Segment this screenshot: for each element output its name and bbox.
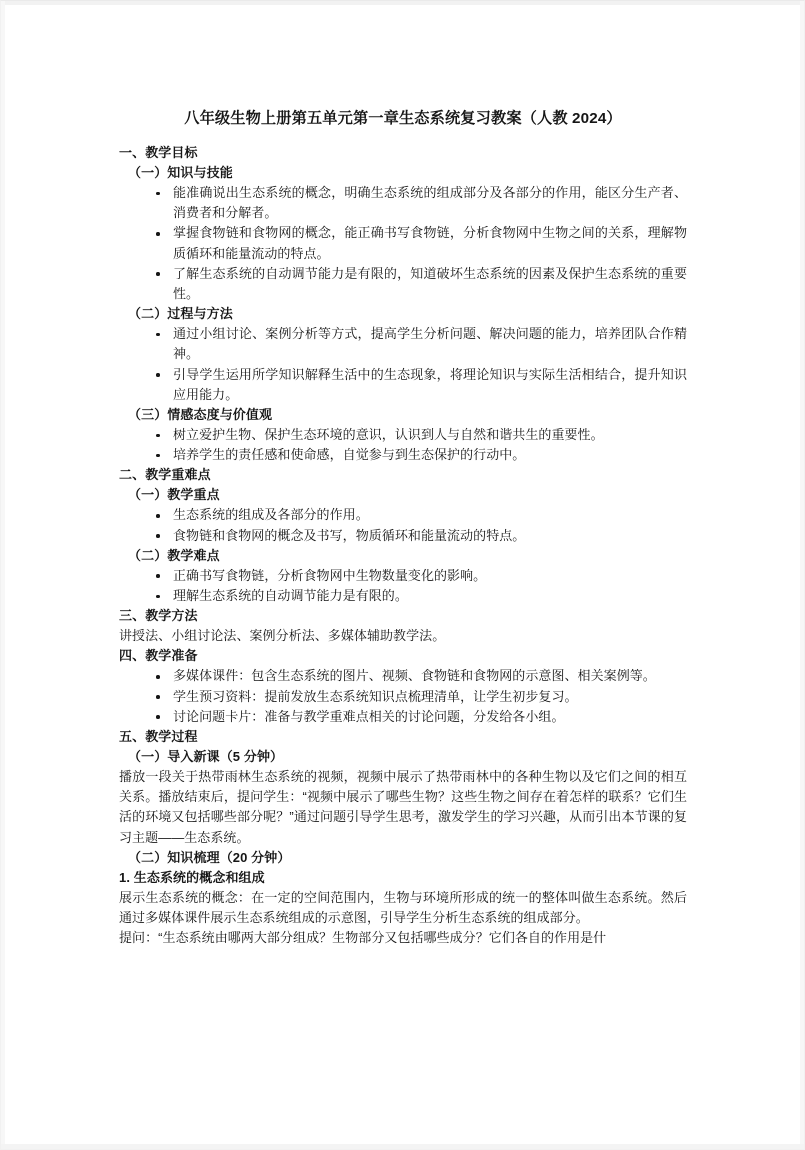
list-emotion-attitude-values — [119, 425, 687, 465]
heading-difficult-points: （二）教学难点 — [128, 547, 220, 563]
heading-teaching-methods: 三、教学方法 — [119, 608, 198, 624]
list-item: 多媒体课件：包含生态系统的图片、视频、食物链和食物网的示意图、相关案例等。 — [119, 666, 687, 686]
list-knowledge-and-skills — [119, 183, 687, 304]
document-title: 八年级生物上册第五单元第一章生态系统复习教案（人教 2024） — [184, 110, 622, 127]
list-item: 能准确说出生态系统的概念，明确生态系统的组成部分及各部分的作用，能区分生产者、消费者和分解者。 — [119, 183, 687, 223]
list-item: 理解生态系统的自动调节能力是有限的。 — [119, 586, 687, 606]
heading-teaching-process: 五、教学过程 — [119, 729, 198, 745]
list-item: 通过小组讨论、案例分析等方式，提高学生分析问题、解决问题的能力，培养团队合作精神。 — [119, 324, 687, 364]
list-item: 生态系统的组成及各部分的作用。 — [119, 505, 687, 525]
list-item: 讨论问题卡片：准备与教学重难点相关的讨论问题，分发给各小组。 — [119, 707, 687, 727]
paragraph-ecosystem-concept: 展示生态系统的概念：在一定的空间范围内，生物与环境所形成的统一的整体叫做生态系统。然后通过多媒体课件展示生态系统组成的示意图，引导学生分析生态系统的组成部分。 — [119, 889, 687, 926]
heading-teaching-objectives: 一、教学目标 — [119, 145, 198, 160]
paragraph-lesson-introduction: 播放一段关于热带雨林生态系统的视频，视频中展示了热带雨林中的各种生物以及它们之间的相互关系。播放结束后，提问学生：“视频中展示了哪些生物？这些生物之间存在着怎样的联系？它们生活的环境又包括哪些部分呢？”通过问题引导学生思考，激发学生的学习兴趣，从而引出本节课的复习主题——生态系统。 — [119, 769, 687, 845]
heading-process-and-method: （二）过程与方法 — [128, 306, 233, 322]
paragraph-ecosystem-question: 提问：“生态系统由哪两大部分组成？生物部分又包括哪些成分？它们各自的作用是什 — [119, 930, 607, 946]
heading-teaching-preparation: 四、教学准备 — [119, 648, 198, 664]
heading-emotion-attitude-values: （三）情感态度与价值观 — [128, 407, 273, 423]
page-bottom-edge — [1, 1144, 804, 1149]
heading-key-points: （一）教学重点 — [128, 487, 220, 503]
heading-knowledge-and-skills: （一）知识与技能 — [128, 165, 233, 180]
list-item: 学生预习资料：提前发放生态系统知识点梳理清单，让学生初步复习。 — [119, 687, 687, 707]
list-item: 培养学生的责任感和使命感，自觉参与到生态保护的行动中。 — [119, 445, 687, 465]
page-top-edge — [1, 1, 804, 5]
list-item: 引导学生运用所学知识解释生活中的生态现象，将理论知识与实际生活相结合，提升知识应用能力。 — [119, 365, 687, 405]
list-difficult-points — [119, 566, 687, 606]
list-item: 正确书写食物链，分析食物网中生物数量变化的影响。 — [119, 566, 687, 586]
list-item: 树立爱护生物、保护生态环境的意识，认识到人与自然和谐共生的重要性。 — [119, 425, 687, 445]
list-process-and-method — [119, 324, 687, 405]
page-left-edge — [1, 1, 5, 1149]
heading-ecosystem-concept-composition: 1. 生态系统的概念和组成 — [119, 869, 265, 885]
heading-lesson-introduction: （一）导入新课（5 分钟） — [128, 749, 284, 765]
list-item: 食物链和食物网的概念及书写，物质循环和能量流动的特点。 — [119, 526, 687, 546]
list-key-points — [119, 505, 687, 545]
heading-key-and-difficult-points: 二、教学重难点 — [119, 467, 211, 483]
page-right-edge — [800, 1, 804, 1149]
list-item: 掌握食物链和食物网的概念，能正确书写食物链，分析食物网中生物之间的关系，理解物质循环和能量流动的特点。 — [119, 223, 687, 263]
list-teaching-preparation — [119, 666, 687, 727]
document-body — [119, 109, 687, 948]
heading-knowledge-review: （二）知识梳理（20 分钟） — [128, 849, 291, 865]
paragraph-teaching-methods: 讲授法、小组讨论法、案例分析法、多媒体辅助教学法。 — [119, 628, 446, 644]
list-item: 了解生态系统的自动调节能力是有限的，知道破坏生态系统的因素及保护生态系统的重要性。 — [119, 264, 687, 304]
